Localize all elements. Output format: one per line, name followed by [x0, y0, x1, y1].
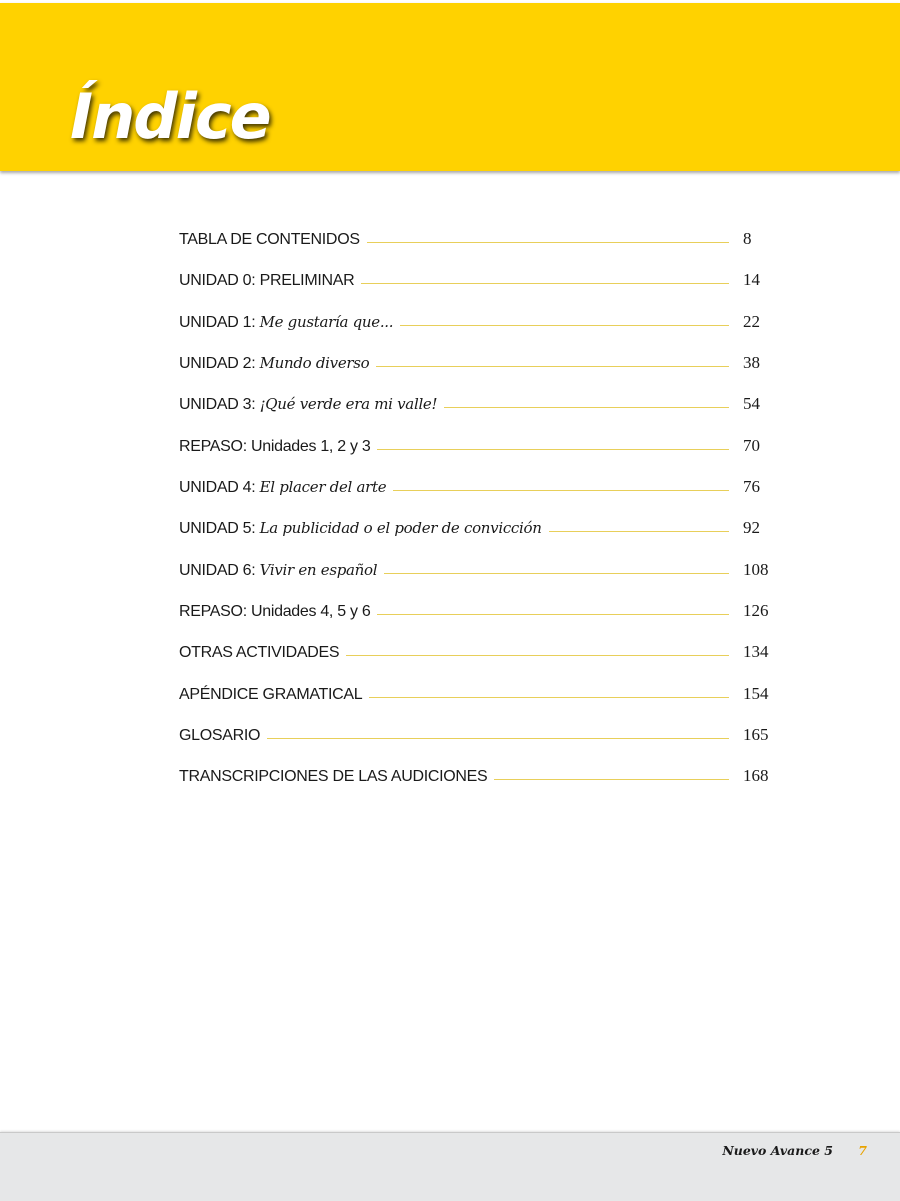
toc-entry-prefix: UNIDAD 2:: [179, 354, 260, 372]
toc-entry-otras-actividades[interactable]: [179, 642, 771, 683]
toc-entry-unidad-0[interactable]: [179, 270, 771, 311]
toc-entry-apendice-gramatical[interactable]: [179, 684, 771, 725]
table-of-contents: [179, 229, 771, 808]
toc-leader-line: [444, 407, 729, 408]
toc-entry-page: 126: [743, 600, 769, 620]
toc-entry-title: Vivir en español: [259, 560, 378, 579]
toc-leader-line: [377, 614, 729, 615]
toc-entry-prefix: TABLA DE CONTENIDOS: [179, 231, 360, 248]
toc-entry-unidad-6[interactable]: [179, 560, 771, 601]
toc-entry-label: [179, 519, 542, 538]
toc-entry-unidad-4[interactable]: [179, 477, 771, 518]
toc-entry-repaso-1-3[interactable]: [179, 436, 771, 477]
toc-leader-line: [400, 325, 729, 326]
toc-entry-prefix: TRANSCRIPCIONES DE LAS AUDICIONES: [179, 768, 488, 786]
toc-entry-unidad-3[interactable]: [179, 394, 771, 435]
toc-entry-prefix: UNIDAD 1:: [179, 313, 260, 331]
toc-entry-label: [179, 230, 360, 249]
toc-entry-page: 154: [743, 683, 769, 703]
toc-leader-line: [393, 490, 729, 491]
toc-entry-prefix: UNIDAD 3:: [179, 396, 260, 414]
toc-entry-label: [179, 437, 370, 456]
toc-entry-label: [179, 478, 386, 497]
toc-entry-page: 38: [743, 352, 760, 372]
toc-entry-prefix: OTRAS ACTIVIDADES: [179, 644, 340, 662]
toc-entry-page: 134: [743, 642, 769, 662]
toc-entry-label: [179, 726, 260, 745]
toc-entry-title: Me gustaría que...: [259, 312, 394, 331]
toc-leader-line: [346, 655, 729, 656]
toc-entry-prefix: UNIDAD 4:: [179, 478, 260, 496]
toc-entry-title: El placer del arte: [259, 477, 387, 496]
toc-leader-line: [361, 283, 729, 284]
toc-leader-line: [367, 242, 729, 243]
toc-entry-label: [179, 313, 393, 332]
toc-entry-label: [179, 561, 377, 580]
toc-entry-tabla-de-contenidos[interactable]: [179, 229, 771, 270]
toc-leader-line: [376, 366, 729, 367]
toc-entry-glosario[interactable]: [179, 725, 771, 766]
toc-entry-label: [179, 395, 437, 414]
footer-book-title: Nuevo Avance 5: [722, 1143, 833, 1158]
toc-entry-repaso-4-6[interactable]: [179, 601, 771, 642]
toc-entry-page: 22: [743, 311, 760, 331]
toc-entry-unidad-1[interactable]: [179, 312, 771, 353]
toc-entry-page: 165: [743, 724, 769, 744]
toc-entry-unidad-5[interactable]: [179, 518, 771, 559]
toc-leader-line: [494, 779, 729, 780]
toc-entry-page: 54: [743, 394, 760, 414]
toc-entry-prefix: UNIDAD 0: PRELIMINAR: [179, 272, 355, 290]
toc-entry-page: 92: [743, 518, 760, 538]
toc-entry-prefix: UNIDAD 5:: [179, 520, 260, 538]
toc-entry-page: 108: [743, 559, 769, 579]
toc-entry-prefix: REPASO: Unidades 1, 2 y 3: [179, 437, 371, 455]
footer-page-number: 7: [858, 1143, 867, 1158]
toc-entry-page: 8: [743, 229, 752, 248]
toc-entry-prefix: APÉNDICE GRAMATICAL: [179, 685, 363, 703]
toc-leader-line: [369, 697, 729, 698]
toc-leader-line: [267, 738, 729, 739]
toc-entry-transcripciones[interactable]: [179, 766, 771, 807]
toc-entry-label: [179, 643, 339, 662]
toc-entry-label: [179, 602, 370, 621]
toc-entry-label: [179, 685, 362, 704]
toc-leader-line: [549, 531, 729, 532]
toc-entry-title: Mundo diverso: [259, 353, 370, 372]
toc-entry-prefix: UNIDAD 6:: [179, 561, 260, 579]
toc-leader-line: [377, 449, 729, 450]
toc-entry-page: 70: [743, 435, 760, 455]
toc-entry-title: ¡Qué verde era mi valle!: [259, 395, 438, 414]
toc-entry-prefix: REPASO: Unidades 4, 5 y 6: [179, 602, 371, 620]
footer-band: [0, 1132, 900, 1201]
toc-entry-page: 14: [743, 270, 760, 290]
page-title: Índice: [70, 80, 270, 153]
toc-entry-title: La publicidad o el poder de convicción: [259, 519, 542, 538]
toc-leader-line: [384, 573, 729, 574]
toc-entry-prefix: GLOSARIO: [179, 726, 261, 744]
toc-entry-page: 168: [743, 766, 769, 786]
toc-entry-label: [179, 767, 487, 786]
toc-entry-label: [179, 271, 354, 290]
toc-entry-unidad-2[interactable]: [179, 353, 771, 394]
toc-entry-label: [179, 354, 369, 373]
toc-entry-page: 76: [743, 476, 760, 496]
